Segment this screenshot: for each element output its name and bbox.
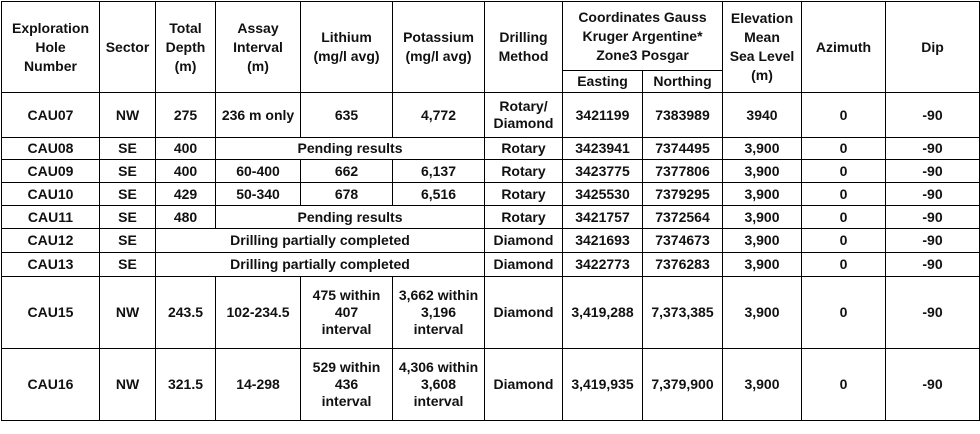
cell-northing: 7,379,900 bbox=[643, 349, 723, 421]
table-row bbox=[2, 183, 980, 206]
cell-hole: CAU15 bbox=[2, 277, 100, 349]
table-body bbox=[2, 93, 980, 421]
cell-sector: NW bbox=[100, 277, 156, 349]
cell-easting: 3421757 bbox=[563, 206, 643, 229]
cell-sector: NW bbox=[100, 349, 156, 421]
exploration-results-table bbox=[1, 1, 980, 421]
header-azimuth: Azimuth bbox=[802, 2, 886, 93]
cell-depth: 480 bbox=[156, 206, 216, 229]
cell-potassium: 6,137 bbox=[393, 160, 485, 183]
cell-elevation: 3,900 bbox=[723, 253, 802, 277]
cell-easting: 3422773 bbox=[563, 253, 643, 277]
cell-elevation: 3,900 bbox=[723, 138, 802, 160]
cell-northing: 7383989 bbox=[643, 93, 723, 138]
cell-hole: CAU16 bbox=[2, 349, 100, 421]
cell-dip: -90 bbox=[886, 138, 980, 160]
cell-depth: 429 bbox=[156, 183, 216, 206]
table-row bbox=[2, 277, 980, 349]
cell-northing: 7374495 bbox=[643, 138, 723, 160]
cell-dip: -90 bbox=[886, 93, 980, 138]
cell-northing: 7379295 bbox=[643, 183, 723, 206]
cell-hole: CAU11 bbox=[2, 206, 100, 229]
cell-dip: -90 bbox=[886, 277, 980, 349]
cell-dip: -90 bbox=[886, 206, 980, 229]
cell-potassium: 6,516 bbox=[393, 183, 485, 206]
cell-method: Diamond bbox=[485, 229, 563, 253]
cell-azimuth: 0 bbox=[802, 183, 886, 206]
cell-potassium: 4,306 within 3,608 interval bbox=[393, 349, 485, 421]
cell-elevation: 3,900 bbox=[723, 206, 802, 229]
header-assay-interval: Assay Interval (m) bbox=[216, 2, 301, 93]
cell-dip: -90 bbox=[886, 349, 980, 421]
cell-method: Rotary bbox=[485, 183, 563, 206]
table-row bbox=[2, 160, 980, 183]
cell-sector: SE bbox=[100, 160, 156, 183]
header-elevation: Elevation Mean Sea Level (m) bbox=[723, 2, 802, 93]
cell-method: Rotary bbox=[485, 160, 563, 183]
cell-northing: 7377806 bbox=[643, 160, 723, 183]
cell-lithium: 635 bbox=[301, 93, 393, 138]
header-potassium: Potassium (mg/l avg) bbox=[393, 2, 485, 93]
cell-potassium: 3,662 within 3,196 interval bbox=[393, 277, 485, 349]
cell-hole: CAU09 bbox=[2, 160, 100, 183]
cell-hole: CAU10 bbox=[2, 183, 100, 206]
cell-hole: CAU13 bbox=[2, 253, 100, 277]
cell-sector: NW bbox=[100, 93, 156, 138]
cell-depth: 321.5 bbox=[156, 349, 216, 421]
cell-depth: 400 bbox=[156, 138, 216, 160]
header-lithium: Lithium (mg/l avg) bbox=[301, 2, 393, 93]
cell-method: Diamond bbox=[485, 253, 563, 277]
cell-method: Diamond bbox=[485, 277, 563, 349]
cell-azimuth: 0 bbox=[802, 93, 886, 138]
cell-merged-note: Pending results bbox=[216, 206, 485, 229]
header-sector: Sector bbox=[100, 2, 156, 93]
header-total-depth: Total Depth (m) bbox=[156, 2, 216, 93]
cell-dip: -90 bbox=[886, 160, 980, 183]
cell-merged-note: Drilling partially completed bbox=[156, 229, 485, 253]
cell-method: Rotary/ Diamond bbox=[485, 93, 563, 138]
cell-potassium: 4,772 bbox=[393, 93, 485, 138]
cell-azimuth: 0 bbox=[802, 229, 886, 253]
cell-azimuth: 0 bbox=[802, 277, 886, 349]
cell-sector: SE bbox=[100, 253, 156, 277]
cell-dip: -90 bbox=[886, 183, 980, 206]
cell-method: Rotary bbox=[485, 138, 563, 160]
cell-easting: 3423775 bbox=[563, 160, 643, 183]
cell-assay: 60-400 bbox=[216, 160, 301, 183]
header-drilling-method: Drilling Method bbox=[485, 2, 563, 93]
cell-elevation: 3,900 bbox=[723, 229, 802, 253]
cell-depth: 243.5 bbox=[156, 277, 216, 349]
cell-dip: -90 bbox=[886, 229, 980, 253]
cell-easting: 3,419,288 bbox=[563, 277, 643, 349]
cell-lithium: 475 within 407 interval bbox=[301, 277, 393, 349]
cell-easting: 3421199 bbox=[563, 93, 643, 138]
cell-elevation: 3,900 bbox=[723, 183, 802, 206]
cell-method: Diamond bbox=[485, 349, 563, 421]
table-row bbox=[2, 93, 980, 138]
cell-sector: SE bbox=[100, 183, 156, 206]
cell-lithium: 662 bbox=[301, 160, 393, 183]
header-coordinates: Coordinates Gauss Kruger Argentine* Zone3 Posgar bbox=[563, 2, 723, 71]
cell-elevation: 3,900 bbox=[723, 160, 802, 183]
table-header bbox=[2, 2, 980, 93]
cell-azimuth: 0 bbox=[802, 253, 886, 277]
cell-azimuth: 0 bbox=[802, 138, 886, 160]
table-row bbox=[2, 253, 980, 277]
cell-easting: 3423941 bbox=[563, 138, 643, 160]
cell-hole: CAU08 bbox=[2, 138, 100, 160]
cell-lithium: 529 within 436 interval bbox=[301, 349, 393, 421]
cell-depth: 275 bbox=[156, 93, 216, 138]
cell-hole: CAU07 bbox=[2, 93, 100, 138]
cell-northing: 7372564 bbox=[643, 206, 723, 229]
cell-assay: 14-298 bbox=[216, 349, 301, 421]
cell-sector: SE bbox=[100, 138, 156, 160]
cell-azimuth: 0 bbox=[802, 160, 886, 183]
cell-merged-note: Pending results bbox=[216, 138, 485, 160]
header-hole-number: Exploration Hole Number bbox=[2, 2, 100, 93]
cell-azimuth: 0 bbox=[802, 349, 886, 421]
cell-northing: 7376283 bbox=[643, 253, 723, 277]
cell-hole: CAU12 bbox=[2, 229, 100, 253]
cell-sector: SE bbox=[100, 206, 156, 229]
header-easting: Easting bbox=[563, 71, 643, 93]
cell-elevation: 3940 bbox=[723, 93, 802, 138]
cell-method: Rotary bbox=[485, 206, 563, 229]
cell-azimuth: 0 bbox=[802, 206, 886, 229]
cell-depth: 400 bbox=[156, 160, 216, 183]
cell-merged-note: Drilling partially completed bbox=[156, 253, 485, 277]
cell-easting: 3,419,935 bbox=[563, 349, 643, 421]
cell-northing: 7374673 bbox=[643, 229, 723, 253]
cell-dip: -90 bbox=[886, 253, 980, 277]
cell-assay: 102-234.5 bbox=[216, 277, 301, 349]
cell-sector: SE bbox=[100, 229, 156, 253]
header-northing: Northing bbox=[643, 71, 723, 93]
table-row bbox=[2, 206, 980, 229]
table-row bbox=[2, 138, 980, 160]
cell-assay: 236 m only bbox=[216, 93, 301, 138]
table-row bbox=[2, 229, 980, 253]
cell-easting: 3421693 bbox=[563, 229, 643, 253]
cell-northing: 7,373,385 bbox=[643, 277, 723, 349]
table-row bbox=[2, 349, 980, 421]
cell-assay: 50-340 bbox=[216, 183, 301, 206]
header-dip: Dip bbox=[886, 2, 980, 93]
cell-elevation: 3,900 bbox=[723, 349, 802, 421]
cell-lithium: 678 bbox=[301, 183, 393, 206]
cell-elevation: 3,900 bbox=[723, 277, 802, 349]
cell-easting: 3425530 bbox=[563, 183, 643, 206]
